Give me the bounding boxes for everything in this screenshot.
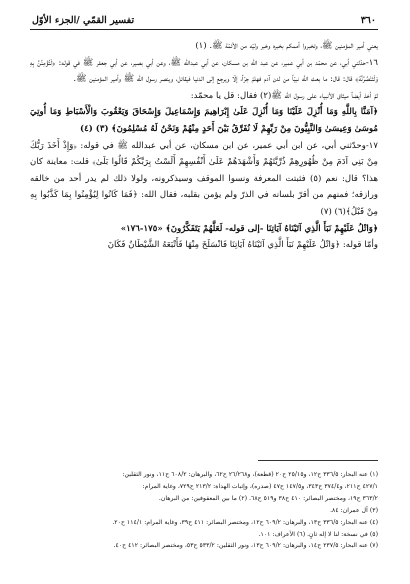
footnote-divider xyxy=(258,460,378,461)
footnote-line: ٤٢٧/١ ح٢١١، و٣٧٤/٤ ح٣٤٣، و١٤٧/٥ ح٤٧ (صدره)، وإثبات الهداة: ٢١٣/٢ ح٧٢٩، وغاية المرام: xyxy=(142,482,378,490)
footnote-line: (١) عنه البحار: ٣٣٦/٥ ح١٢، و٢٥/١٥ ح٢٠ (قطعة)، و٢٦/٢٦٨ ح٦٢، والبرهان: ٦٠٨/٢ ح١١، ونور الثقلين: xyxy=(122,471,378,478)
main-text xyxy=(30,38,378,254)
paragraph-1: يعني أمير المؤمنين ﷺ، وتخبروا أممكم بخبره وخبر وليّه من الأئمّة ﷺ. (١) xyxy=(195,41,378,51)
book-title: تفسير القمّي /الجزء الأوّل xyxy=(32,15,135,26)
paragraph-3: ثمّ أخذ أيضاً ميثاق الأنبياء على رسول الله ﷺ(٢) فقال: قل يا محمّد: xyxy=(190,90,378,101)
paragraph-last: وأمّا قوله: ﴿وَاتْلُ عَلَيْهِمْ نَبَأَ الَّذِي آتَيْنَاهُ آيَاتِنَا فَانْسَلَخَ مِنْهَا فَأَتْبَعَهُ الشَّيْطَانُ فَكَانَ xyxy=(107,240,378,251)
footnote-line: (٣) آل عمران: ٨٤. xyxy=(330,506,378,514)
quran-verse-1: ﴿آمَنَّا بِاللَّهِ وَمَا أُنْزِلَ عَلَيْنَا وَمَا أُنْزِلَ عَلَىٰ إِبْرَاهِيمَ وَإِسْمَاعِيلَ وَإِسْحَاقَ وَيَعْقُوبَ وَالْأَسْبَاطِ وَمَا أُوتِيَ مُوسَىٰ وَعِيسَىٰ وَالنَّبِيُّونَ مِنْ رَبِّهِمْ لَا نُفَرِّقُ بَيْنَ أَحَدٍ مِنْهُمْ وَنَحْنُ لَهُ مُسْلِمُونَ﴾ (٣) (٤) xyxy=(30,107,378,134)
running-header xyxy=(30,0,378,30)
footnote-line: (٧) عنه البحار: ٢٣٧/٥ ح١٤، والبرهان: ٦٠٩/٢ ح١٣، ونور الثقلين: ٥٣٣/٢ ح٥٣، ومختصر البصائر: ٤١٢ ح٤٠. xyxy=(113,542,378,550)
page-number: ٣٦٠ xyxy=(360,15,376,26)
quran-verse-heading: ﴿وَاتْلُ عَلَيْهِمْ نَبَأَ الَّذِي آتَيْنَاهُ آيَاتِنَا -إلى قوله- لَعَلَّهُمْ يَتَفَكَّرُونَ﴾ «١٧٥-١٧٦» xyxy=(120,223,378,234)
footnotes xyxy=(30,460,378,552)
footnote-line: (٥) في نسخة: لنا لا إله ثانٍ. (٦) الأعراف: ١٠١. xyxy=(258,530,378,538)
footnote-line: ٣٦٣/٢ ح١٩، ومختصر البصائر: ٤١٠ ح٣٨ و٥١٩ ح٦٨. (٢) ما بين المعقوفين: من البرهان. xyxy=(158,494,378,502)
footnote-line: (٤) عنه البحار: ٣٣٦/٥ ح١٣، والبرهان: ٦٠٩/٢ ح١٢، ومختصر البصائر: ٤١١ ح٣٩، وغاية المرام: ١١٤/١ ح٢٠. xyxy=(112,518,378,526)
paragraph-hadith-16: ١٦-حدّثني أبي، عن محمّد بن أبي عمير، عن عبد الله بن مسكان، عن أبي عبدالله ﷺ، وعن أبي بصير، عن أبي جعفر ﷺ في قوله: ﴿لَتُؤْمِنُنَّ بِهِ وَلَتَنْصُرُنَّهُ﴾ قال: قال: ما بعث الله نبيّاً من لدن آدم فهلمّ جرّاً، إلّا ويرجع إلى الدنيا فيقاتل، وينصر رسول الله ﷺ وأمير المؤمنين ﷺ. xyxy=(30,57,378,85)
paragraph-hadith-17: ١٧-وحدّثني أبي، عن ابن أبي عمير، عن ابن مسكان، عن أبي عبدالله ﷺ في قوله: ﴿وَإِذْ أَخَذَ رَبُّكَ مِنْ بَنِي آدَمَ مِنْ ظُهُورِهِمْ ذُرِّيَّتَهُمْ وَأَشْهَدَهُمْ عَلَىٰ أَنْفُسِهِمْ أَلَسْتُ بِرَبِّكُمْ قَالُوا بَلَىٰ﴾ قلت: معاينة كان هذا؟ قال: نعم (٥) فثبتت المعرفة ونسوا الموقف وسيذكرونه، ولولا ذلك لم يدر أحد من خالقه ورازقه؛ فمنهم من أقرّ بلسانه في الذرّ ولم يؤمن بقلبه، فقال الله: ﴿فَمَا كَانُوا لِيُؤْمِنُوا بِمَا كَذَّبُوا بِهِ مِنْ قَبْلُ﴾(٦) (٧) xyxy=(30,140,378,217)
